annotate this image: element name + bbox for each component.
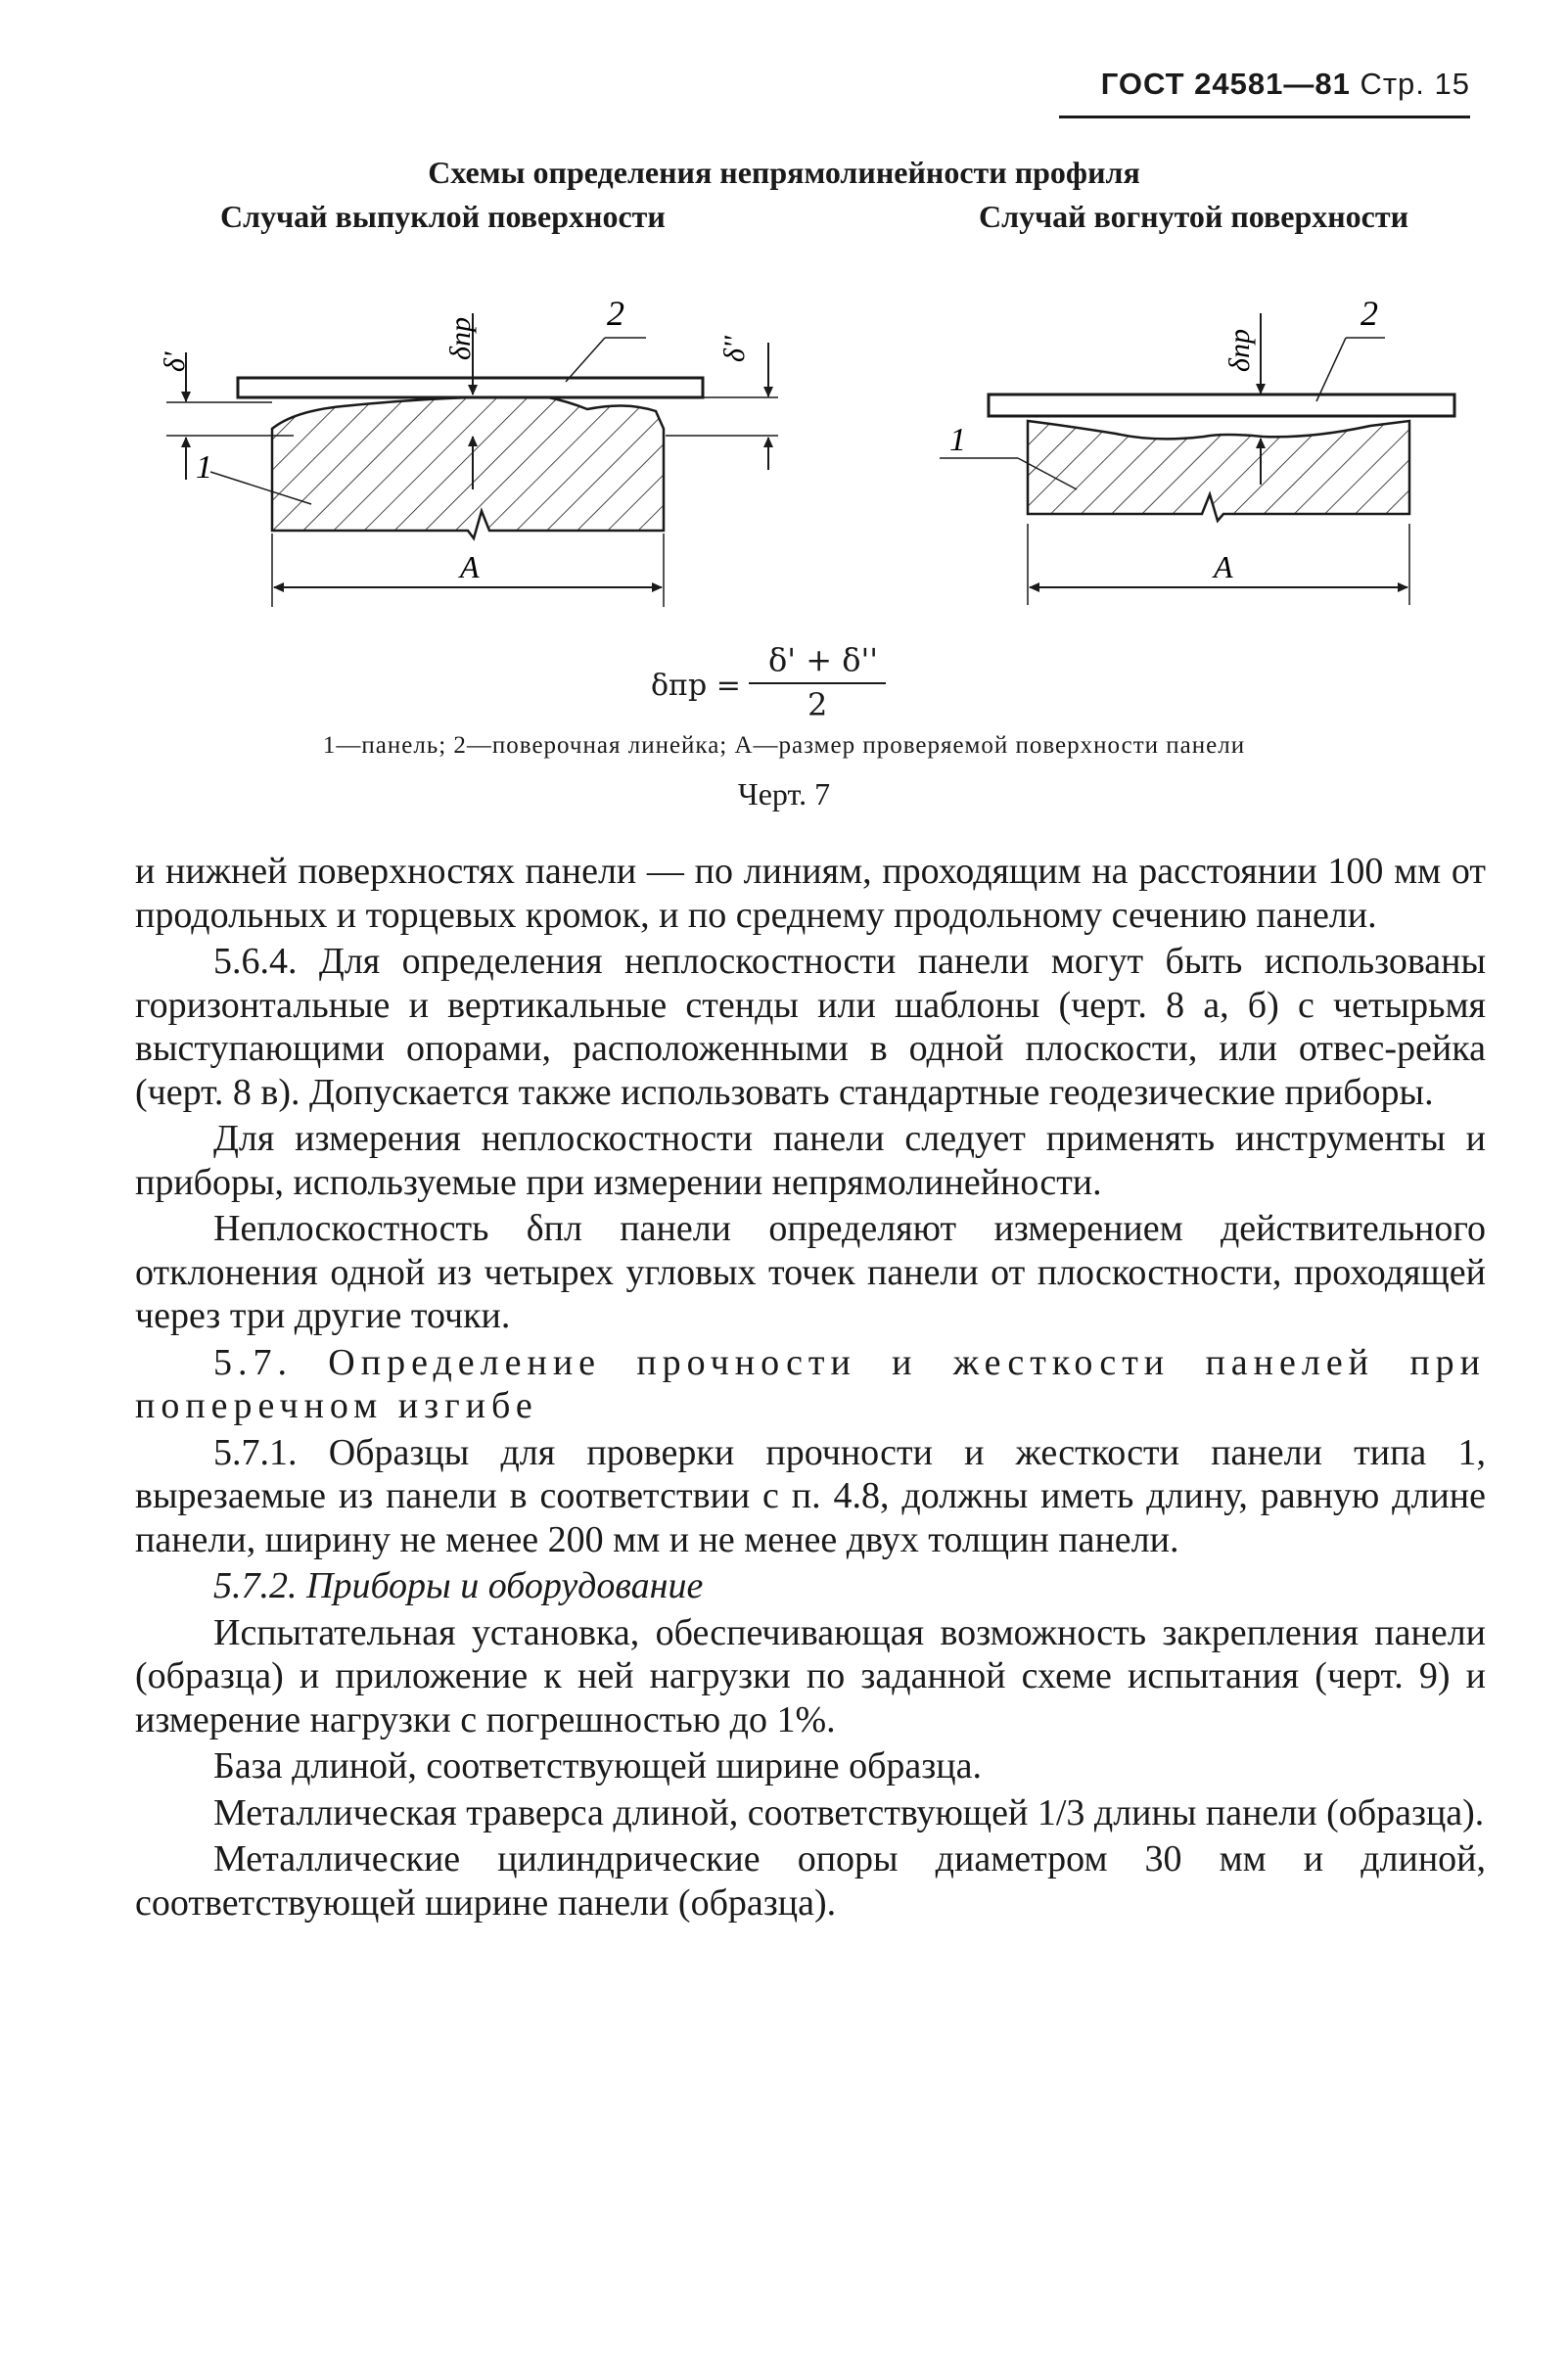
convex-ruler xyxy=(238,378,703,397)
case-convex-title: Случай выпуклой поверхности xyxy=(220,199,666,234)
convex-case-diagram xyxy=(159,294,778,607)
concave-label-1: 1 xyxy=(949,422,966,458)
concave-label-2: 2 xyxy=(1360,294,1378,333)
concave-case-diagram xyxy=(940,294,1454,605)
paragraph: Испытательная установка, обеспечивающая возможность закрепления панели (образца) и приложение к ней нагрузки по заданной схеме испытания (черт. 9) и измерение нагрузки с погрешностью до 1%. xyxy=(135,1611,1486,1740)
case-concave-title: Случай вогнутой поверхности xyxy=(979,199,1409,234)
concave-ruler xyxy=(989,394,1454,416)
formula xyxy=(651,641,925,729)
paragraph: Металлическая траверса длиной, соответствующей 1/3 длины панели (образца). xyxy=(213,1791,1485,1833)
paragraph: 5.7.1. Образцы для проверки прочности и жесткости панели типа 1, вырезаемые из панели в соответствии с п. 4.8, должны иметь длину, равную длине панели, ширину не менее 200 мм и не менее двух толщин панели. xyxy=(135,1431,1486,1560)
paragraph: Неплоскостность δпл панели определяют измерением действительного отклонения одной из четырех угловых точек панели от плоскостности, проходящей через три другие точки. xyxy=(135,1208,1486,1336)
convex-panel xyxy=(272,397,664,538)
page-number: Стр. 15 xyxy=(1360,67,1470,101)
figure-title: Схемы определения непрямолинейности профиля xyxy=(428,155,1140,190)
standard-number: ГОСТ 24581—81 xyxy=(1100,67,1351,101)
convex-label-a: A xyxy=(460,549,480,584)
fraction-bar xyxy=(749,682,886,684)
page-header xyxy=(1101,67,1470,102)
paragraph: и нижней поверхностях панели — по линиям, проходящим на расстоянии 100 мм от продольных и торцевых кромок, и по среднему продольному сечению панели. xyxy=(135,851,1486,936)
convex-label-delta-prime: δ' xyxy=(159,351,191,372)
header-rule xyxy=(1059,116,1470,118)
convex-label-delta-double-prime: δ'' xyxy=(718,336,751,362)
paragraph: База длиной, соответствующей ширине образца. xyxy=(213,1745,983,1786)
paragraph: Металлические цилиндрические опоры диаметром 30 мм и длиной, соответствующей ширине панели (образца). xyxy=(135,1838,1486,1924)
concave-label-delta-pr: δпр xyxy=(1223,329,1256,372)
paragraph: Для измерения неплоскостности панели следует применять инструменты и приборы, используемые при измерении непрямолинейности. xyxy=(135,1118,1486,1203)
profile-diagram xyxy=(0,255,1568,636)
subsection-heading: 5.7.2. Приборы и оборудование xyxy=(213,1565,704,1606)
formula-lhs: δпр = xyxy=(651,669,741,703)
section-heading: 5.7. Определение прочности и жесткости панелей при поперечном изгибе xyxy=(135,1341,1486,1426)
convex-label-1: 1 xyxy=(196,449,212,486)
convex-label-2: 2 xyxy=(607,294,624,333)
body-text xyxy=(135,850,1486,1927)
formula-denominator: 2 xyxy=(807,686,828,723)
figure-caption: Черт. 7 xyxy=(737,776,831,812)
concave-panel xyxy=(1028,421,1409,521)
convex-label-delta-pr: δпр xyxy=(444,317,477,360)
formula-numerator: δ' + δ'' xyxy=(768,641,879,678)
figure-legend: 1—панель; 2—поверочная линейка; A—размер проверяемой поверхности панели xyxy=(322,732,1246,759)
paragraph: 5.6.4. Для определения неплоскостности панели могут быть использованы горизонтальные и вертикальные стенды или шаблоны (черт. 8 а, б) с четырьмя выступающими опорами, расположенными в одной плоскости, или отвес-рейка (черт. 8 в). Допускается также использовать стандартные геодезические приборы. xyxy=(135,941,1486,1113)
concave-label-a: A xyxy=(1214,549,1233,584)
